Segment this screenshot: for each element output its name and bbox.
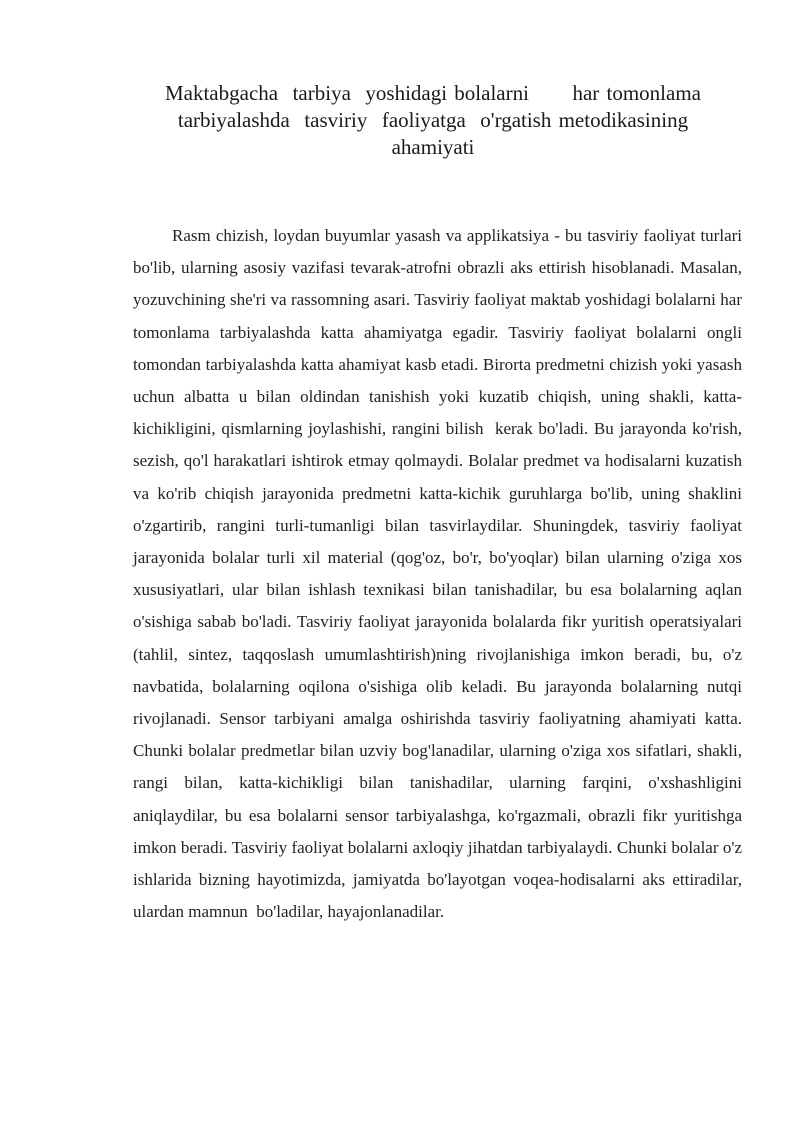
- body-paragraph: Rasm chizish, loydan buyumlar yasash va applikatsiya - bu tasviriy faoliyat turlari bo'lib, ularning asosiy vazifasi tevarak-atrofni obrazli aks ettirish hisoblanadi. Masalan, yozuvchining she'ri va rassomning asari. Tasviriy faoliyat maktab yoshidagi bolalarni har tomonlama tarbiyalashda katta ahamiyatga egadir. Tasviriy faoliyat bolalarni ongli tomondan tarbiyalashda katta ahamiyat kasb etadi. Birorta predmetni chizish yoki yasash uchun albatta u bilan oldindan tanishish yoki kuzatib chiqish, uning shakli, katta-kichikligini, qismlarning joylashishi, rangini bilish kerak bo'ladi. Bu jarayonda ko'rish, sezish, qo'l harakatlari ishtirok etmay qolmaydi. Bolalar predmet va hodisalarni kuzatish va ko'rib chiqish jarayonida predmetni katta-kichik guruhlarga bo'lib, uning shaklini o'zgartirib, rangini turli-tumanligi bilan tasvirlaydilar. Shuningdek, tasviriy faoliyat jarayonida bolalar turli xil material (qog'oz, bo'r, bo'yoqlar) bilan ularning o'ziga xos xususiyatlari, ular bilan ishlash texnikasi bilan tanishadilar, bu esa bolalarning aqlan o'sishiga sabab bo'ladi. Tasviriy faoliyat jarayonida bolalarda fikr yuritish operatsiyalari (tahlil, sintez, taqqoslash umumlashtirish)ning rivojlanishiga imkon beradi, bu, o'z navbatida, bolalarning oqilona o'sishiga olib keladi. Bu jarayonda bolalarning nutqi rivojlanadi. Sensor tarbiyani amalga oshirishda tasviriy faoliyatning ahamiyati katta. Chunki bolalar predmetlar bilan uzviy bog'lanadilar, ularning o'ziga xos sifatlari, shakli, rangi bilan, katta-kichikligi bilan tanishadilar, ularning farqini, o'xshashligini aniqlaydilar, bu esa bolalarni sensor tarbiyalashga, ko'rgazmali, obrazli fikr yuritishga imkon beradi. Tasviriy faoliyat bolalarni axloqiy jihatdan tarbiyalaydi. Chunki bolalar o'z ishlarida bizning hayotimizda, jamiyatda bo'layotgan voqea-hodisalarni aks ettiradilar, ulardan mamnun bo'ladilar, hayajonlanadilar.: [133, 226, 747, 922]
- document-title: Maktabgacha tarbiya yoshidagi bolalarni har tomonlama tarbiyalashda tasviriy faoliyatga o'rgatish metodikasining ahamiyati: [164, 81, 716, 159]
